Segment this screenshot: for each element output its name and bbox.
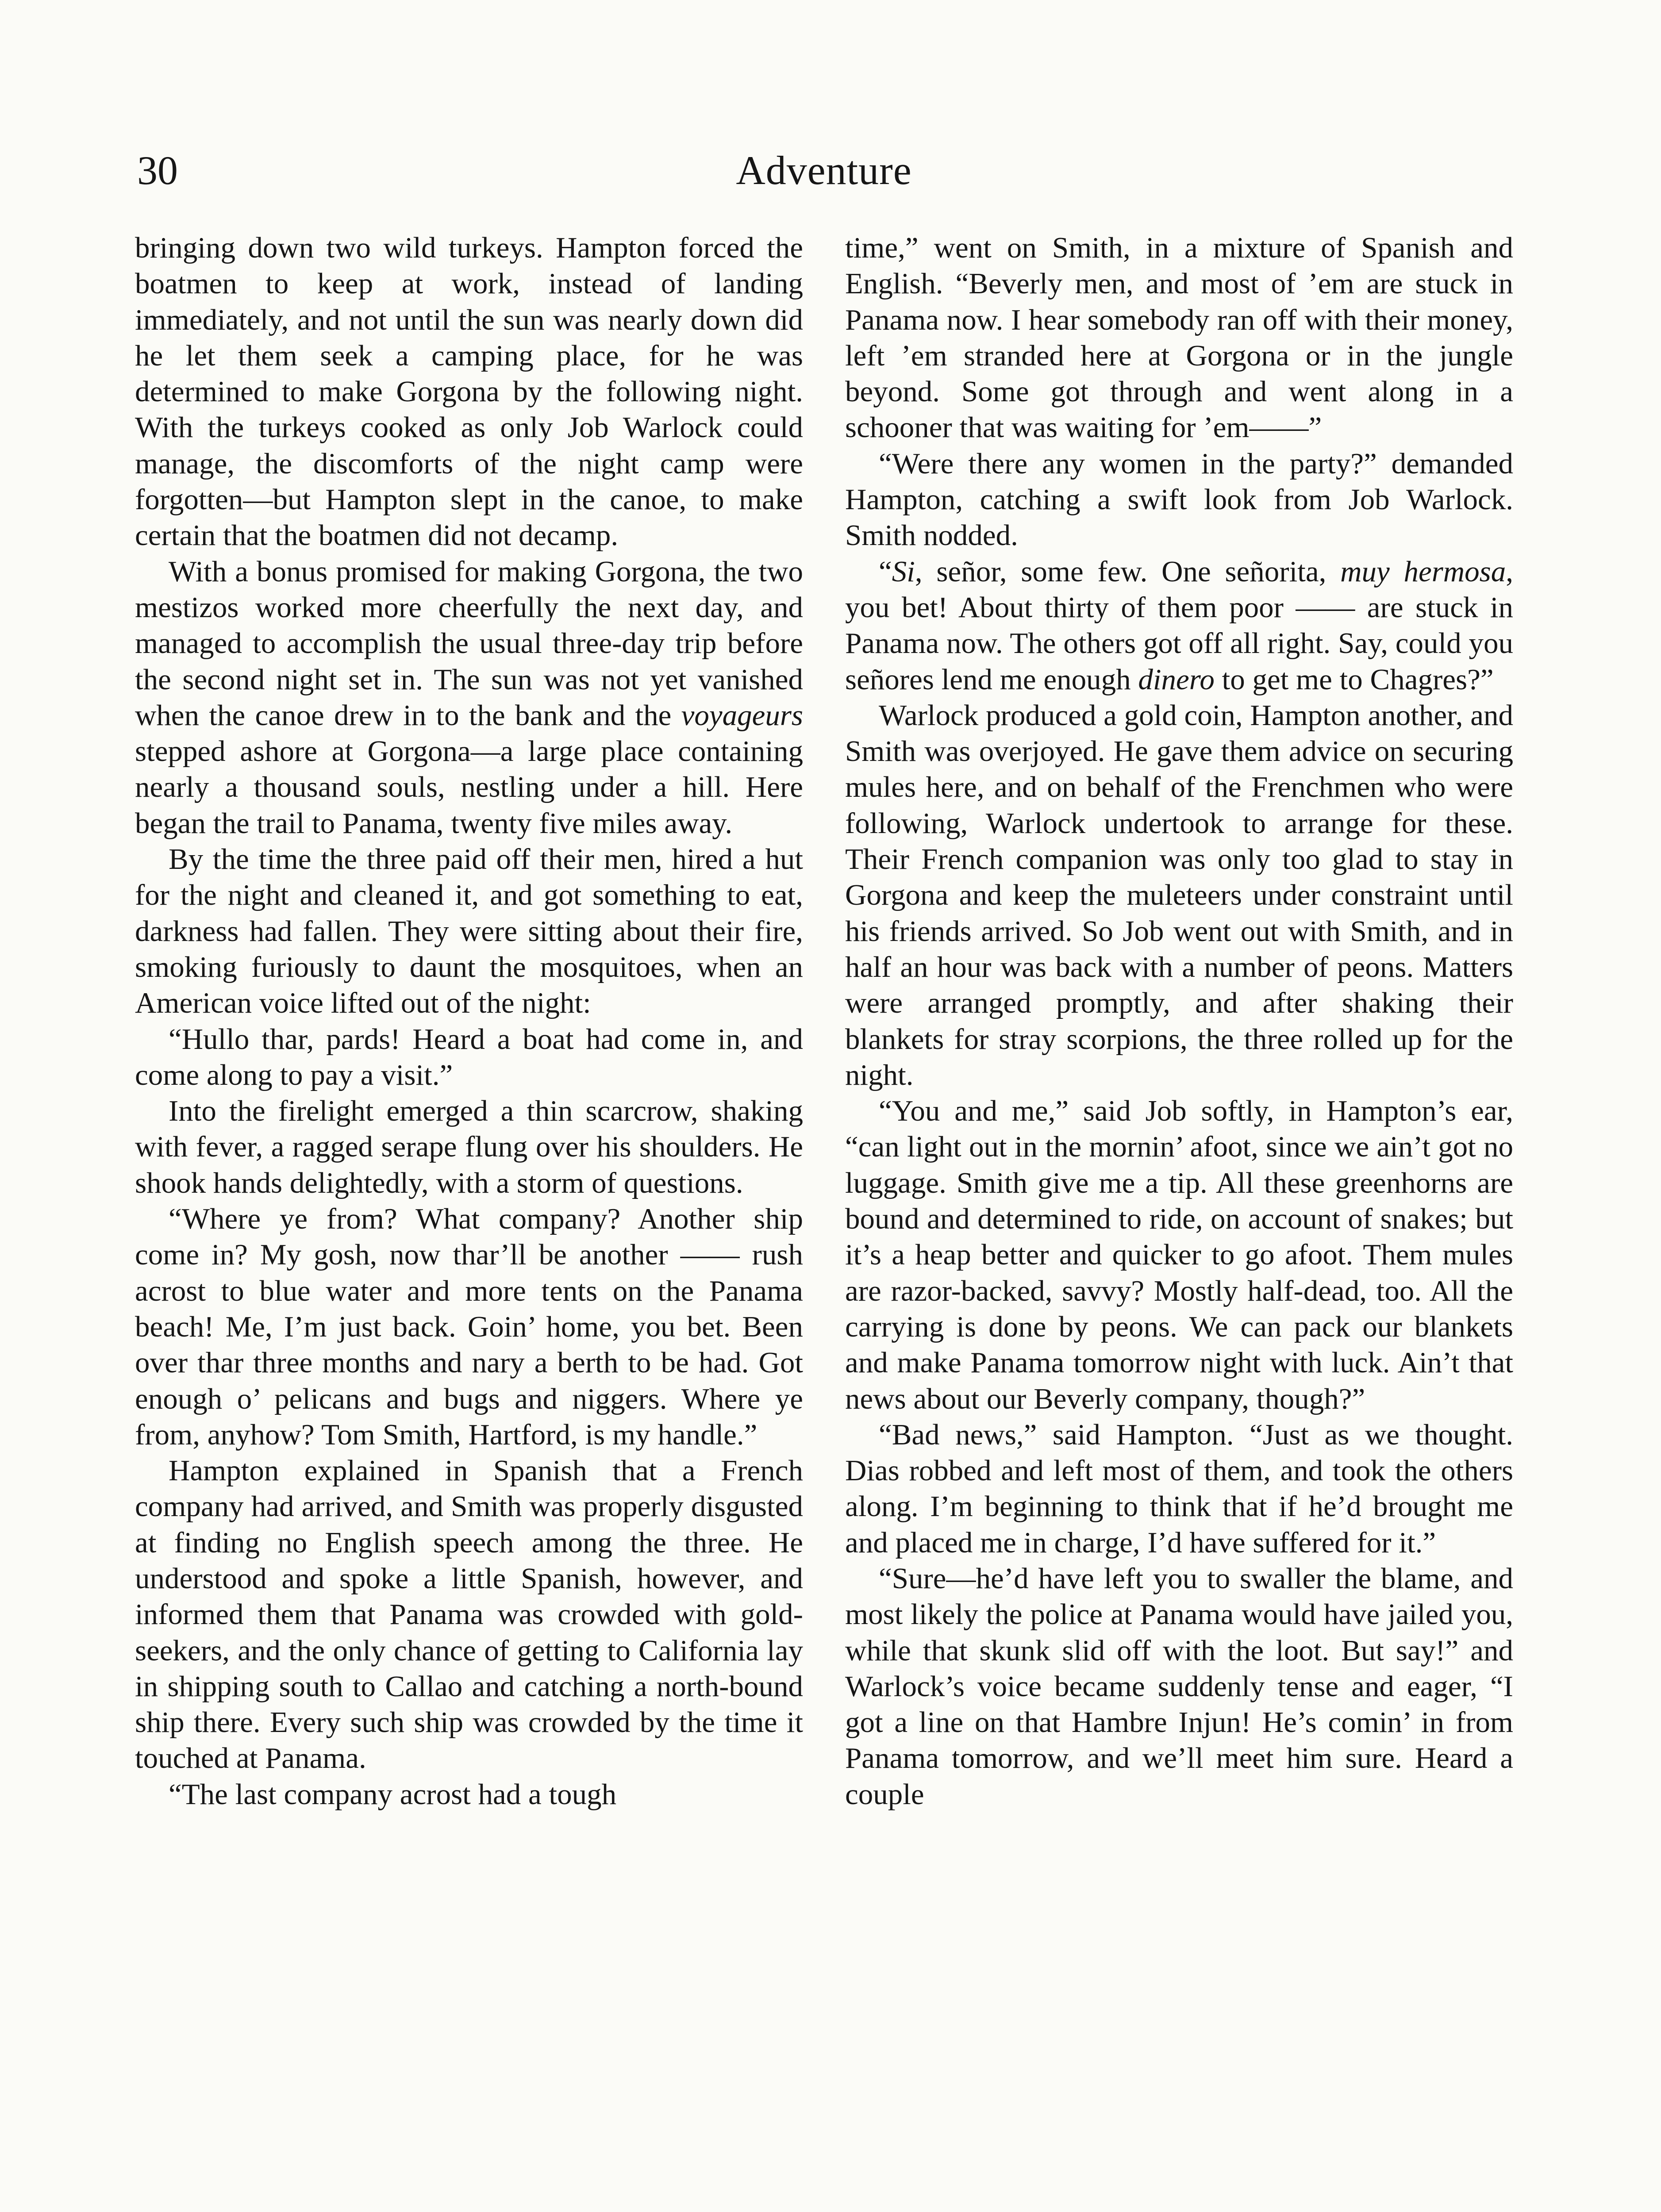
paragraph: “Were there any women in the party?” demanded Hampton, catching a swift look from Job Warlock. Smith nodded.: [845, 447, 1513, 552]
paragraph: “The last company acrost had a tough: [169, 1778, 617, 1811]
paragraph: Hampton explained in Spanish that a French company had arrived, and Smith was properly disgusted at finding no English speech among the three. He understood and spoke a little Spanish, however, and informed them that Panama was crowded with gold-seekers, and the only chance of getting to California lay in shipping south to Callao and catching a north-bound ship there. Every such ship was crowded by the time it touched at Panama.: [135, 1454, 803, 1775]
paragraph: “Sure—he’d have left you to swaller the blame, and most likely the police at Panama would have jailed you, while that skunk slid off with the loot. But say!” and Warlock’s voice became suddenly tense and eager, “I got a line on that Hambre Injun! He’s comin’ in from Panama tomorrow, and we’ll meet him sure. Heard a couple: [845, 1562, 1513, 1811]
paragraph: By the time the three paid off their men, hired a hut for the night and cleaned it, and got something to eat, darkness had fallen. They were sitting about their fire, smoking furiously to daunt the mosquitoes, when an American voice lifted out of the night:: [135, 843, 803, 1020]
paragraph: With a bonus promised for making Gorgona, the two mestizos worked more cheerfully the next day, and managed to accomplish the usual three-day trip before the second night set in. The sun was not yet vanished when the canoe drew in to the bank and the voyageurs stepped ashore at Gorgona—a large place containing nearly a thousand souls, nestling under a hill. Here began the trail to Panama, twenty five miles away.: [135, 555, 803, 840]
paragraph: “Si, señor, some few. One señorita, muy hermosa, you bet! About thirty of them poor —— are stuck in Panama now. The others got off all right. Say, could you señores lend me enough dinero to get me to Chagres?”: [845, 555, 1513, 696]
paragraph: “Where ye from? What company? Another ship come in? My gosh, now thar’ll be another —— rush acrost to blue water and more tents on the Panama beach! Me, I’m just back. Goin’ home, you bet. Been over thar three months and nary a berth to be had. Got enough o’ pelicans and bugs and niggers. Where ye from, anyhow? Tom Smith, Hartford, is my handle.”: [135, 1202, 803, 1451]
right-column: [845, 230, 1513, 1813]
page-number: 30: [137, 148, 178, 193]
left-column: [135, 230, 803, 1813]
running-head: Adventure: [736, 148, 912, 193]
paragraph: time,” went on Smith, in a mixture of Spanish and English. “Beverly men, and most of ’em are stuck in Panama now. I hear somebody ran off with their money, left ’em stranded here at Gorgona or in the jungle beyond. Some got through and went along in a schooner that was waiting for ’em——”: [845, 231, 1513, 444]
paragraph: “Bad news,” said Hampton. “Just as we thought. Dias robbed and left most of them, and took the others along. I’m beginning to think that if he’d brought me and placed me in charge, I’d have suffered for it.”: [845, 1418, 1513, 1559]
paragraph: Warlock produced a gold coin, Hampton another, and Smith was overjoyed. He gave them advice on securing mules here, and on behalf of the Frenchmen who were following, Warlock undertook to arrange for these. Their French companion was only too glad to stay in Gorgona and keep the muleteers under constraint until his friends arrived. So Job went out with Smith, and in half an hour was back with a number of peons. Matters were arranged promptly, and after shaking their blankets for stray scorpions, the three rolled up for the night.: [845, 699, 1513, 1091]
paragraph: Into the firelight emerged a thin scarcrow, shaking with fever, a ragged serape flung over his shoulders. He shook hands delightedly, with a storm of questions.: [135, 1094, 803, 1199]
paragraph: “You and me,” said Job softly, in Hampton’s ear, “can light out in the mornin’ afoot, since we ain’t got no luggage. Smith give me a tip. All these greenhorns are bound and determined to ride, on account of snakes; but it’s a heap better and quicker to go afoot. Them mules are razor-backed, savvy? Mostly half-dead, too. All the carrying is done by peons. We can pack our blankets and make Panama tomorrow night with luck. Ain’t that news about our Beverly company, though?”: [845, 1094, 1513, 1415]
page-header: [137, 144, 1511, 201]
paragraph: bringing down two wild turkeys. Hampton forced the boatmen to keep at work, instead of landing immediately, and not until the sun was nearly down did he let them seek a camping place, for he was determined to make Gorgona by the following night. With the turkeys cooked as only Job Warlock could manage, the discomforts of the night camp were forgotten—but Hampton slept in the canoe, to make certain that the boatmen did not decamp.: [135, 231, 803, 552]
paragraph: “Hullo thar, pards! Heard a boat had come in, and come along to pay a visit.”: [135, 1022, 803, 1091]
